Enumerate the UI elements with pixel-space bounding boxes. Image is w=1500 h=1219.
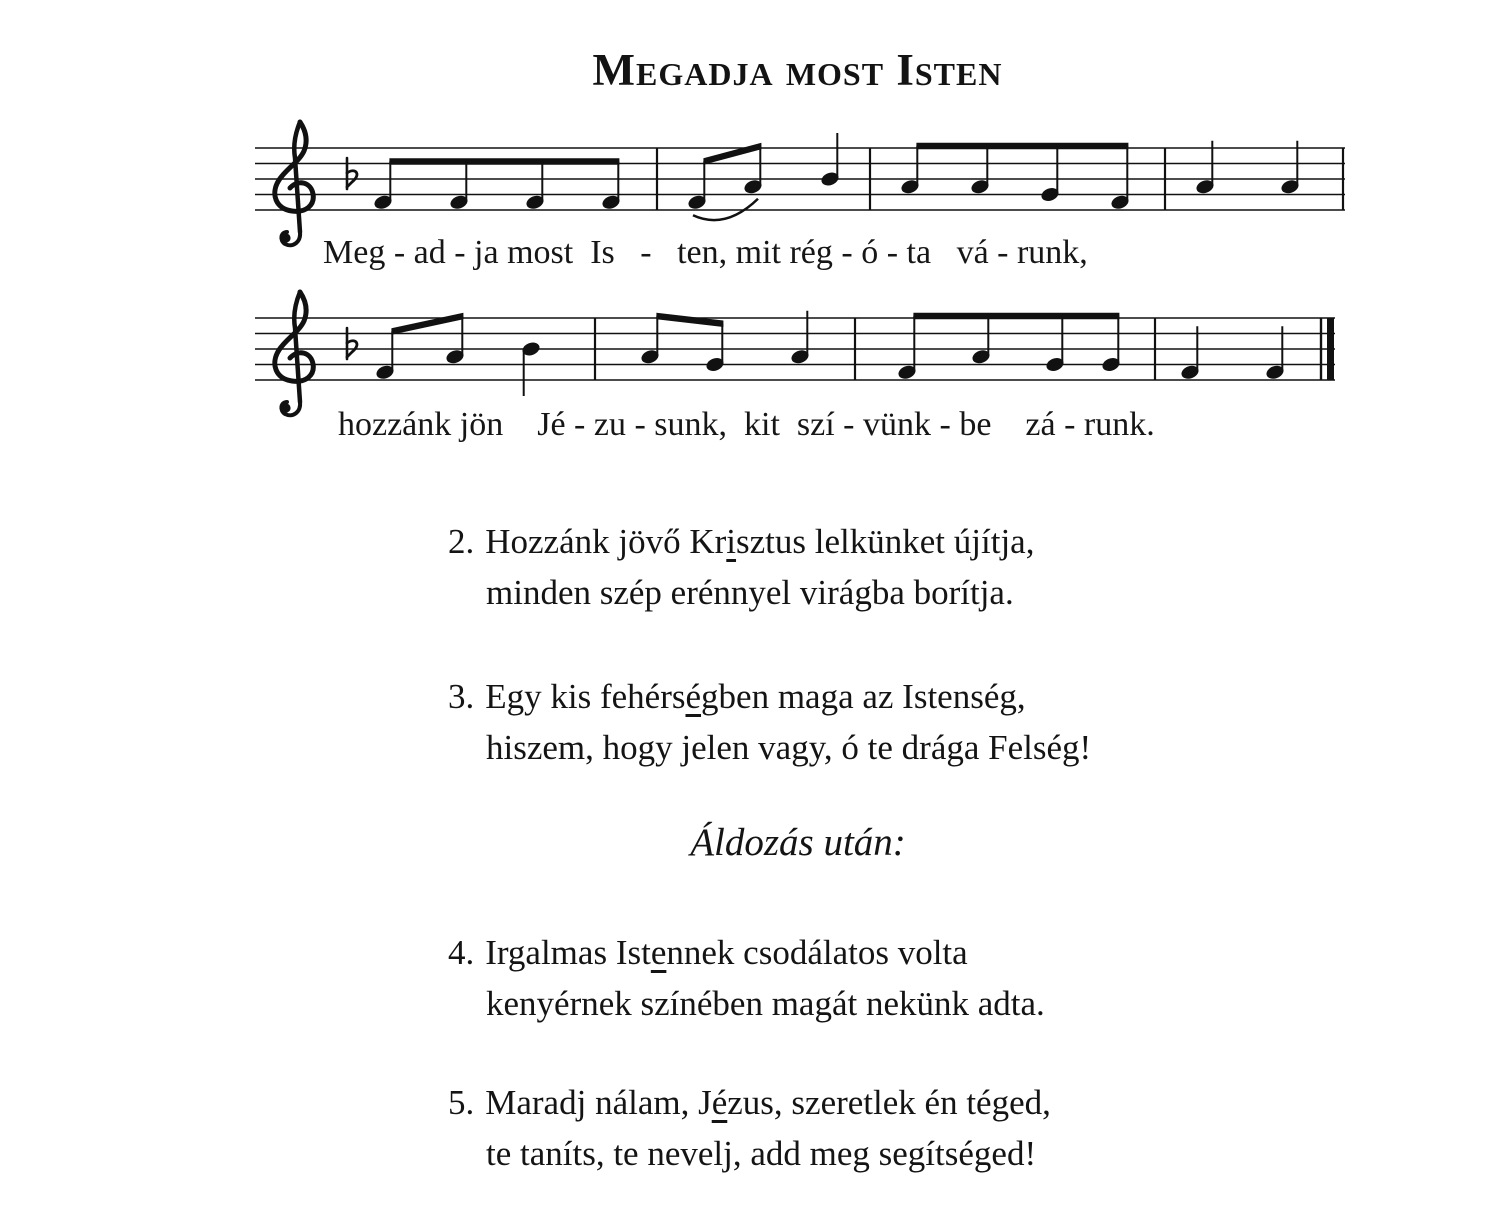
verse-text: minden szép erénnyel virágba borítja. bbox=[486, 573, 1014, 612]
eighth-note bbox=[900, 146, 921, 196]
eighth-note bbox=[970, 146, 991, 196]
music-staff-2 bbox=[255, 248, 1345, 420]
lyrics-line-1: Meg - ad - ja most Is - ten, mit rég - ó - ta vá - runk, bbox=[323, 234, 1088, 271]
verse-2 bbox=[448, 516, 1208, 618]
staff-svg bbox=[255, 78, 1355, 250]
verse-line bbox=[448, 978, 1208, 1029]
underlined-letter: e bbox=[650, 933, 667, 972]
beam bbox=[703, 143, 761, 165]
verse-text: kenyérnek színében magát nekünk adta. bbox=[486, 984, 1045, 1023]
verse-number: 2. bbox=[448, 522, 475, 561]
quarter-note bbox=[1195, 141, 1216, 196]
treble-clef-icon bbox=[275, 122, 313, 245]
verse-3 bbox=[448, 671, 1208, 773]
verse-text: Irgalmas Ist bbox=[485, 933, 651, 972]
verse-line bbox=[448, 516, 1208, 567]
verse-4 bbox=[448, 927, 1208, 1029]
final-bar-thick bbox=[1327, 318, 1334, 380]
quarter-note bbox=[790, 311, 811, 366]
eighth-note bbox=[640, 316, 661, 366]
verse-text: Egy kis fehérs bbox=[485, 677, 686, 716]
eighth-note bbox=[525, 161, 546, 211]
eighth-note bbox=[971, 316, 992, 366]
verse-text: zus, szeretlek én téged, bbox=[727, 1083, 1051, 1122]
verse-text: sztus lelkünket újítja, bbox=[736, 522, 1035, 561]
verse-text: Maradj nálam, J bbox=[485, 1083, 712, 1122]
eighth-note bbox=[449, 161, 470, 211]
verse-number: 3. bbox=[448, 677, 475, 716]
beam bbox=[656, 313, 723, 327]
staff-svg bbox=[255, 248, 1345, 420]
eighth-note bbox=[1101, 316, 1122, 373]
quarter-note bbox=[521, 340, 542, 396]
verse-text: hiszem, hogy jelen vagy, ó te drága Felség! bbox=[486, 728, 1092, 767]
eighth-note bbox=[375, 331, 396, 381]
verse-text: gben maga az Istenség, bbox=[701, 677, 1026, 716]
flat-sign-icon bbox=[347, 328, 357, 359]
quarter-note bbox=[1280, 141, 1301, 196]
verse-text: Hozzánk jövő Kr bbox=[485, 522, 727, 561]
beam bbox=[913, 313, 1119, 320]
quarter-note bbox=[1265, 326, 1286, 381]
lyrics-line-2: hozzánk jön Jé - zu - sunk, kit szí - vünk - be zá - runk. bbox=[338, 406, 1155, 443]
verse-text: te taníts, te nevelj, add meg segítséged! bbox=[486, 1134, 1037, 1173]
beam bbox=[391, 313, 463, 335]
eighth-note bbox=[373, 161, 394, 211]
eighth-note bbox=[1040, 146, 1061, 203]
section-heading: Áldozás után: bbox=[690, 821, 906, 864]
eighth-note bbox=[601, 161, 622, 211]
treble-clef-icon bbox=[275, 292, 313, 415]
eighth-note bbox=[1045, 316, 1066, 373]
eighth-note bbox=[445, 316, 466, 366]
underlined-letter: é bbox=[711, 1083, 728, 1122]
verse-line bbox=[448, 722, 1208, 773]
beam bbox=[916, 143, 1128, 150]
verse-line bbox=[448, 927, 1208, 978]
quarter-note bbox=[820, 133, 841, 188]
verse-line bbox=[448, 1077, 1208, 1128]
verse-5 bbox=[448, 1077, 1208, 1179]
music-staff-1 bbox=[255, 78, 1355, 250]
verse-text: nnek csodálatos volta bbox=[666, 933, 968, 972]
underlined-letter: é bbox=[685, 677, 702, 716]
verse-line bbox=[448, 567, 1208, 618]
beam bbox=[389, 158, 619, 165]
verse-line bbox=[448, 1128, 1208, 1179]
verse-line bbox=[448, 671, 1208, 722]
quarter-note bbox=[1180, 326, 1201, 381]
page-title: Megadja most Isten bbox=[592, 45, 1003, 95]
flat-sign-icon bbox=[347, 158, 357, 189]
eighth-note bbox=[687, 161, 708, 211]
underlined-letter: i bbox=[726, 522, 737, 561]
verse-number: 5. bbox=[448, 1083, 475, 1122]
verse-number: 4. bbox=[448, 933, 475, 972]
